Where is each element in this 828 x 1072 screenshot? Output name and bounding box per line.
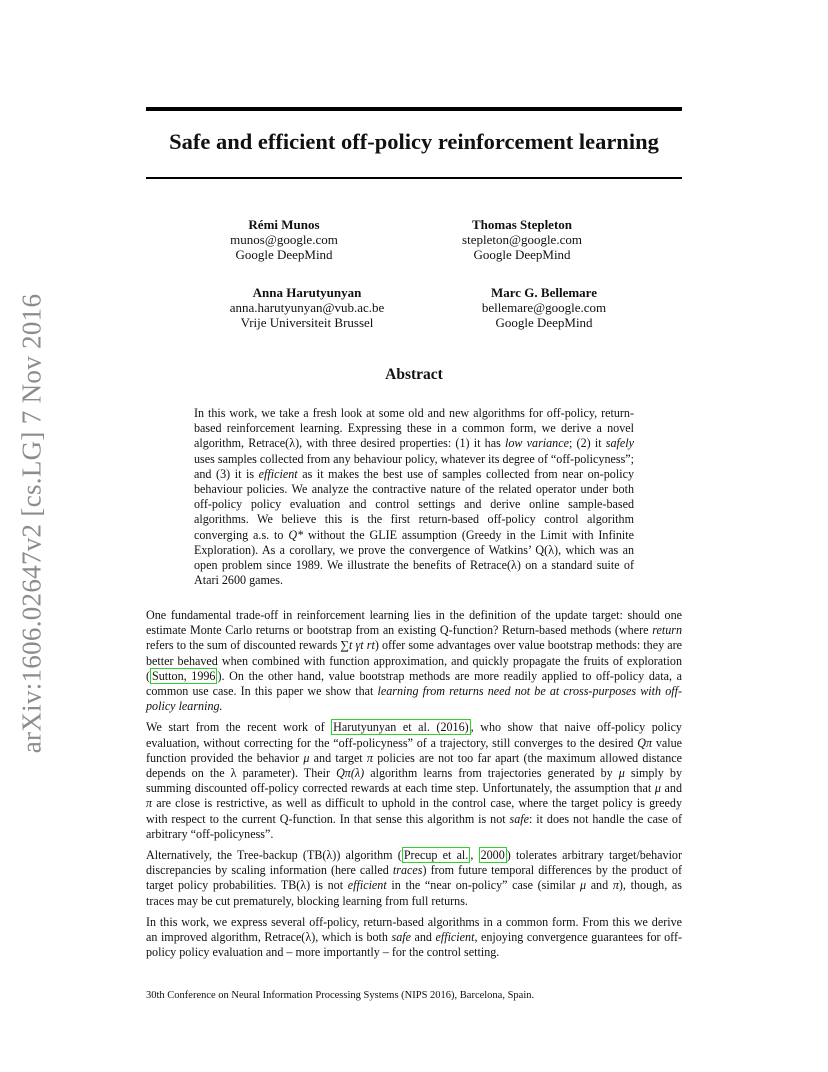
citation-link[interactable]: Sutton, 1996 — [152, 668, 216, 683]
text-segment: , who show that naive off-policy policy evaluation, without correcting for the “off-policyness” of a trajectory, still converges to the desired — [146, 720, 682, 750]
text-segment: and — [660, 781, 682, 796]
author-name: Marc G. Bellemare — [490, 285, 597, 300]
text-segment: and — [586, 878, 613, 893]
abstract-text — [194, 406, 634, 588]
inline-math: ∑t γt rt — [340, 638, 375, 653]
inline-math: Qπ(λ) — [336, 766, 365, 781]
text-segment: One fundamental trade-off in reinforcement learning lies in the definition of the update target: should one estimate Monte Carlo returns or bootstrap from an existing Q-function? Return-based methods (where — [146, 608, 682, 638]
text-segment: Alternatively, the Tree-backup (TB(λ)) algorithm ( — [146, 848, 402, 863]
abstract-math: Q* — [288, 527, 304, 542]
author-email: stepleton@google.com — [462, 232, 582, 247]
text-segment: simply by summing discounted off-policy corrected rewards at each time step. Unfortunately, the assumption that — [146, 766, 682, 796]
author-block-4 — [424, 285, 664, 330]
inline-math: π — [146, 796, 153, 811]
text-emphasis: safe — [509, 811, 530, 826]
abstract-segment: In this work, we take a fresh look at some old and new algorithms for off-policy, return-based reinforcement learning. Expressing these in a common form, we derive a novel algorithm, Retrace(λ), with three desired properties: (1) it has — [194, 406, 634, 451]
text-segment: , enjoying convergence guarantees for off-policy policy evaluation and – more importantly – for the control setting. — [146, 930, 683, 960]
text-emphasis: safe — [391, 930, 411, 945]
author-affiliation: Vrije Universiteit Brussel — [240, 315, 374, 330]
arxiv-identifier-stamp — [10, 288, 54, 758]
text-segment: value function provided the behavior — [146, 735, 683, 765]
author-affiliation: Google DeepMind — [495, 315, 593, 330]
abstract-emphasis: safely — [605, 436, 634, 451]
author-affiliation: Google DeepMind — [235, 247, 333, 262]
text-segment: ). On the other hand, value bootstrap methods are more readily applied to off-policy data, a common use case. In this paper we show that — [146, 668, 682, 699]
text-segment: ) offer some advantages over value bootstrap methods: they are better behaved when combined with function approximation, and quickly propagate the fruits of exploration ( — [146, 638, 682, 683]
inline-math: π — [366, 750, 373, 765]
text-segment: algorithm learns from trajectories generated by — [364, 766, 619, 781]
text-segment: are close is restrictive, as well as difficult to uphold in the control case, where the target policy is greedy with respect to the current Q-function. In that sense this algorithm is not — [146, 796, 682, 826]
author-affiliation: Google DeepMind — [473, 247, 571, 262]
conference-footnote: 30th Conference on Neural Information Processing Systems (NIPS 2016), Barcelona, Spain. — [146, 990, 535, 1001]
body-text — [146, 608, 682, 966]
abstract-segment: as it makes the best use of samples collected from near on-policy behaviour policies. We analyze the contractive nature of the related operator under both off-policy policy evaluation and control settings and derive online sample-based algorithms. We believe this is the first return-based off-policy control algorithm converging a.s. to — [194, 466, 634, 542]
text-emphasis: efficient — [435, 930, 475, 945]
text-emphasis: return — [652, 623, 682, 638]
text-emphasis: efficient — [347, 878, 387, 893]
author-block-3 — [187, 285, 427, 330]
body-paragraph-1 — [146, 608, 682, 714]
text-segment: ) tolerates arbitrary target/behavior discrepancies by scaling information (here called — [146, 848, 683, 878]
text-segment: ), though, as traces may be cut prematurely, blocking learning from full returns. — [146, 878, 682, 908]
text-emphasis: learning from returns need not be at cross-purposes with off-policy learning. — [146, 684, 682, 714]
text-segment: in the “near on-policy” case (similar — [386, 878, 580, 893]
abstract-segment: without the GLIE assumption (Greedy in the Limit with Infinite Exploration). As a corollary, we prove the convergence of Watkins’ Q(λ), which was an open problem since 1989. We illustrate the benefits of Retrace(λ) on a standard suite of Atari 2600 games. — [194, 527, 634, 588]
abstract-emphasis: efficient — [258, 466, 298, 481]
inline-math: μ — [579, 878, 587, 893]
text-segment: refers to the sum of discounted rewards — [146, 638, 341, 653]
citation-link[interactable]: Harutyunyan et al. (2016) — [333, 720, 469, 735]
inline-math: Qπ — [637, 735, 653, 750]
author-block-1 — [164, 217, 404, 262]
citation-link[interactable]: 2000 — [480, 848, 505, 863]
author-email: munos@google.com — [230, 232, 338, 247]
inline-math: μ — [654, 781, 661, 796]
inline-math: μ — [303, 750, 310, 765]
text-segment: In this work, we express several off-policy, return-based algorithms in a common form. From this we derive an improved algorithm, Retrace(λ), which is both — [146, 914, 682, 945]
abstract-segment: uses samples collected from any behaviour policy, whatever its degree of “off-policyness”; and (3) it is — [194, 451, 634, 481]
author-email: bellemare@google.com — [481, 300, 607, 315]
text-segment: and target — [309, 750, 367, 765]
author-name: Rémi Munos — [248, 217, 320, 232]
author-name: Anna Harutyunyan — [252, 285, 362, 300]
text-emphasis: traces — [392, 863, 423, 878]
author-email: anna.harutyunyan@vub.ac.be — [229, 300, 385, 315]
body-paragraph-3 — [146, 848, 682, 909]
inline-math: π — [612, 878, 619, 893]
title-rule-bottom — [146, 177, 682, 179]
body-paragraph-2 — [146, 720, 682, 842]
body-paragraph-4 — [146, 915, 682, 961]
abstract-segment: ; (2) it — [568, 436, 606, 451]
text-segment: , — [470, 848, 479, 863]
title-rule-top — [146, 107, 682, 111]
abstract-emphasis: low variance — [504, 436, 569, 451]
text-segment: policies are not too far apart (the maximum allowed distance depends on the λ parameter). Their — [146, 750, 682, 781]
author-block-2 — [402, 217, 642, 262]
paper-title: Safe and efficient off-policy reinforcement learning — [169, 129, 659, 154]
text-segment: We start from the recent work of — [146, 720, 332, 735]
author-name: Thomas Stepleton — [471, 217, 573, 232]
arxiv-stamp-text: arXiv:1606.02647v2 [cs.LG] 7 Nov 2016 — [16, 293, 47, 753]
citation-link[interactable]: Precup et al. — [403, 848, 469, 863]
inline-math: μ — [618, 766, 625, 781]
abstract-heading: Abstract — [385, 366, 443, 383]
text-segment: and — [410, 930, 436, 945]
text-segment: ) from future temporal differences by the product of target policy probabilities. TB(λ) is not — [146, 863, 683, 893]
text-segment: : it does not handle the case of arbitrary “off-policyness”. — [146, 811, 682, 841]
